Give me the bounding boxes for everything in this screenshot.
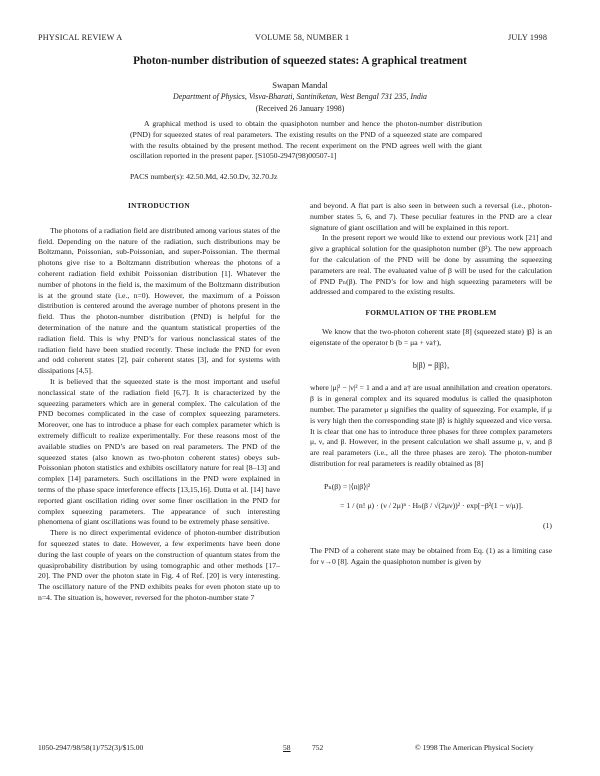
left-column: [38, 201, 280, 604]
intro-paragraph-2: It is believed that the squeezed state is the most important and useful nonclassical state of the radiation field [6,7]. It is characterized by the squeezing parameters which are in general complex. The calculation of the PND becomes complicated in the case of complex squeezing parameters. Moreover, one has to introduce a phase for each complex parameter which is extremely difficult to realize experimentally. For these reasons most of the available studies on PND’s are based on real parameters. The PND of the squeezed states (also known as two-photon coherent states) obeys sub-Poissonian photon statistics and exhibits oscillatory nature for real [8–13] and complex [14] parameters. Such oscillations in the PND were explained in terms of the phase space interference effects [13,15,16]. Dutta et al. [14] have reported giant oscillation riding over some finer oscillation in the PND for complex squeezing parameters. The appearance of such interesting phenomena of giant oscillations was found to be extremely phase sensitive.: [38, 376, 280, 527]
volume-number: VOLUME 58, NUMBER 1: [255, 33, 350, 42]
right-paragraph-2: In the present report we would like to extend our previous work [21] and give a graphical solution for the quasiphoton number (β²). The new approach for the calculation of the PND will be done by assuming the squeezing parameters are real. The evaluated value of β will be used for the calculation of PND Pₙ(β). The PND’s for low and high squeezing parameters will be addressed and compared to the existing results.: [310, 233, 552, 297]
equation-1-number: (1): [543, 521, 552, 531]
author-name: Swapan Mandal: [272, 80, 328, 90]
equation-1-prefactor: = 1 / (n! μ) · (ν / 2μ)ⁿ: [340, 500, 406, 510]
equation-1-line-2: [310, 501, 552, 512]
received-date: (Received 26 January 1998): [255, 104, 345, 113]
equation-1-line-1: Pₙ(β) = |⟨n|β⟩|²: [324, 481, 371, 491]
equation-eigenstate: b|β⟩ = β|β⟩,: [412, 360, 450, 370]
section-heading-introduction: INTRODUCTION: [128, 201, 190, 210]
right-column: [310, 201, 552, 568]
issue-date: JULY 1998: [508, 33, 548, 42]
section-heading-formulation: FORMULATION OF THE PROBLEM: [365, 308, 497, 318]
right-paragraph-3: We know that the two-photon coherent state [8] (squeezed state) |β⟩ is an eigenstate of the operator b (b = μa + νa†),: [310, 326, 552, 347]
author-affiliation: Department of Physics, Visva-Bharati, Santiniketan, West Bengal 731 235, India: [173, 92, 427, 101]
abstract: A graphical method is used to obtain the quasiphoton number and hence the photon-number distribution (PND) for squeezed states of real parameters. The existing results on the PND of a squeezed state are compared with the results obtained by the present method. The recent experiment on the PND agrees well with the giant oscillation reported in the present paper. [S1050-2947(98)00507-1]: [130, 119, 482, 161]
footer-volume: 58: [283, 743, 291, 752]
right-paragraph-1: and beyond. A flat part is also seen in between such a reversal (i.e., photon-number states 5, 6, and 7). These peculiar features in the PND are a clear signature of giant oscillation and will be explained in this report.: [310, 201, 552, 232]
paper-title: Photon-number distribution of squeezed states: A graphical treatment: [133, 55, 467, 67]
intro-paragraph-1: The photons of a radiation field are distributed among various states of the field. Depending on the nature of the radiation, such distributions may be Boltzmann, Poissonian, sub-Poissonian, and super-Poissonian. The thermal photons give rise to a Boltzmann distribution whereas the photons of a coherent radiation field exhibit Poissonian distribution [1]. Whatever the number of photons in the field is, the maximum of the Boltzmann distribution is at the ground state (i.e., n=0). However, the maximum of a Poisson distribution is centered around the average number of photons present in the field. Thus the photon-number distribution (PND) is helpful for the determination of the nature and the quantum statistical properties of the radiation field. This is why PND’s for various nonclassical states of the radiation field have been studied recently. These include the PND for even and odd coherent states [2], pair coherent states [3], and for systems with dissipations [4,5].: [38, 225, 280, 376]
footer-issn: 1050-2947/98/58(1)/752(3)/$15.00: [38, 743, 144, 752]
pacs-numbers: PACS number(s): 42.50.Md, 42.50.Dv, 32.70.Jz: [130, 172, 278, 181]
footer-page: 752: [312, 743, 324, 752]
footer-copyright: © 1998 The American Physical Society: [415, 743, 534, 752]
journal-name: PHYSICAL REVIEW A: [38, 33, 123, 42]
equation-1-hermite: · Hₙ(β / √(2μν))² · exp[−β²(1 − ν/μ)].: [407, 500, 523, 510]
right-paragraph-5: The PND of a coherent state may be obtained from Eq. (1) as a limiting case for ν→0 [8]. Again the quasiphoton number is given by: [310, 546, 552, 566]
intro-paragraph-3: There is no direct experimental evidence of photon-number distribution for squeezed states to date. However, a few experiments have been done during the last couple of years on the construction of quantum states from the quasiprobability distribution by using tomographic and other methods [17–20]. The PND over the photon state in Fig. 4 of Ref. [20] is very interesting. The oscillatory nature of the PND exhibits peaks for even photon state up to n=4. The situation is, however, reversed for the photon-number state 7: [38, 528, 280, 602]
right-paragraph-4: where |μ|² − |ν|² = 1 and a and a† are usual annihilation and creation operators. β is in general complex and its squared modulus is called the quasiphoton number. The parameter μ signifies the quality of squeezing. For example, if μ is very high then the corresponding state |β⟩ is highly squeezed and vice versa. It is clear that one has to introduce three phases for three complex parameters μ, ν, and β. However, in the present calculation we shall assume μ, ν, and β are real parameters (i.e., all the three phases are zero). The photon-number distribution for real parameters is readily obtained as [8]: [310, 383, 552, 468]
